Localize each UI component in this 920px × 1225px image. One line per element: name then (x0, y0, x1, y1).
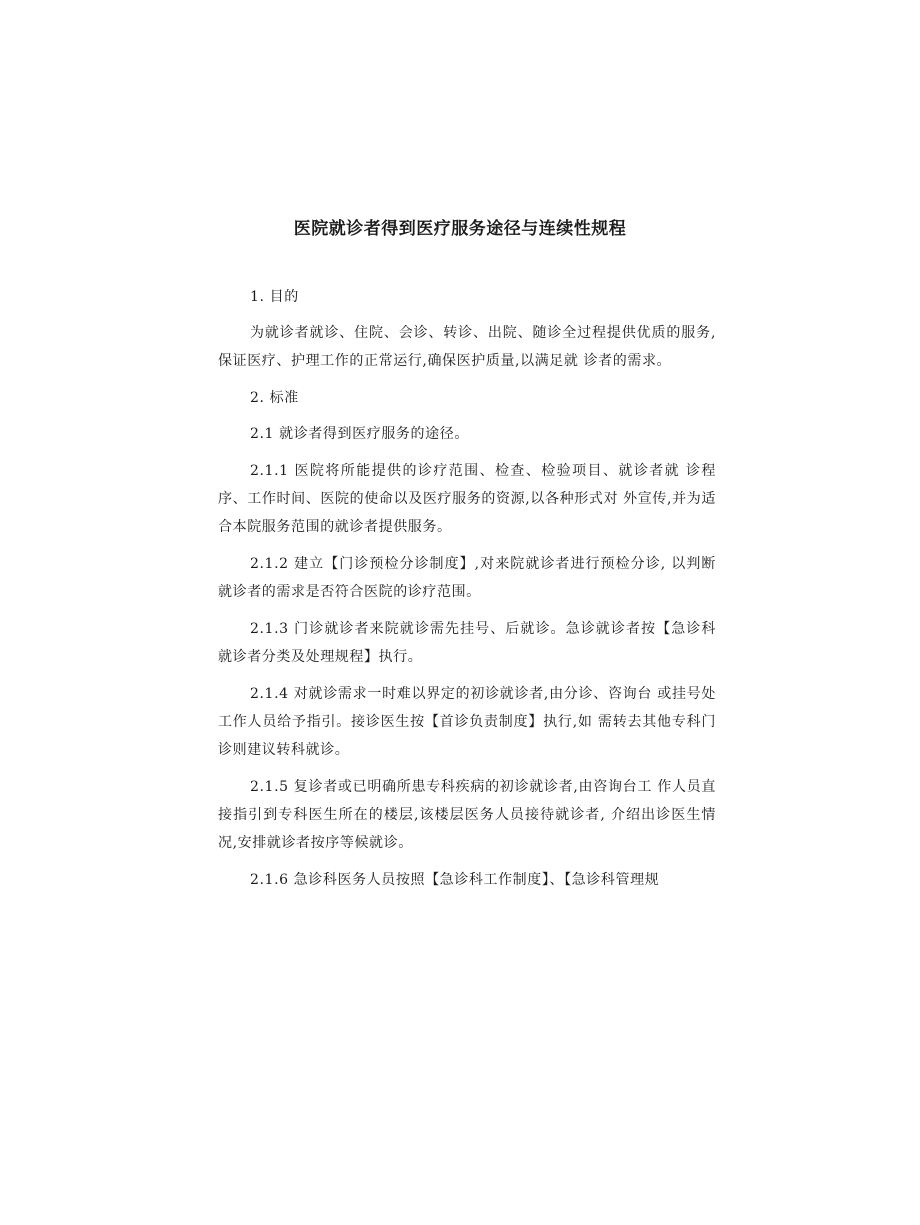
paragraph-2-1: 2.1 就诊者得到医疗服务的途径。 (250, 426, 469, 442)
paragraph-purpose: 为就诊者就诊、住院、会诊、转诊、出院、随诊全过程提供优质的服务,保证医疗、护理工作的正常运行,确保医护质量,以满足就 诊者的需求。 (218, 325, 716, 369)
paragraph-2-1-5: 2.1.5 复诊者或已明确所患专科疾病的初诊就诊者,由咨询台工 作人员直接指引到专科医生所在的楼层,该楼层医务人员接待就诊者, 介绍出诊医生情况,安排就诊者按序等候就诊。 (218, 779, 716, 851)
section-heading-purpose: 1. 目的 (250, 289, 299, 305)
paragraph-2-1-2: 2.1.2 建立【门诊预检分诊制度】,对来院就诊者进行预检分诊, 以判断就诊者的需求是否符合医院的诊疗范围。 (218, 556, 716, 600)
document-body (218, 283, 716, 903)
paragraph-2-1-3: 2.1.3 门诊就诊者来院就诊需先挂号、后就诊。急诊就诊者按【急诊科就诊者分类及处理规程】执行。 (218, 621, 716, 665)
section-heading-standard: 2. 标准 (250, 390, 299, 406)
paragraph-2-1-1: 2.1.1 医院将所能提供的诊疗范围、检查、检验项目、就诊者就 诊程序、工作时间、医院的使命以及医疗服务的资源,以各种形式对 外宣传,并为适合本院服务范围的就诊者提供服务。 (218, 463, 716, 535)
document-title: 医院就诊者得到医疗服务途径与连续性规程 (293, 219, 627, 239)
paragraph-2-1-4: 2.1.4 对就诊需求一时难以界定的初诊就诊者,由分诊、咨询台 或挂号处工作人员给予指引。接诊医生按【首诊负责制度】执行,如 需转去其他专科门诊则建议转科就诊。 (218, 686, 716, 758)
paragraph-2-1-6: 2.1.6 急诊科医务人员按照【急诊科工作制度】、【急诊科管理规 (250, 872, 660, 888)
